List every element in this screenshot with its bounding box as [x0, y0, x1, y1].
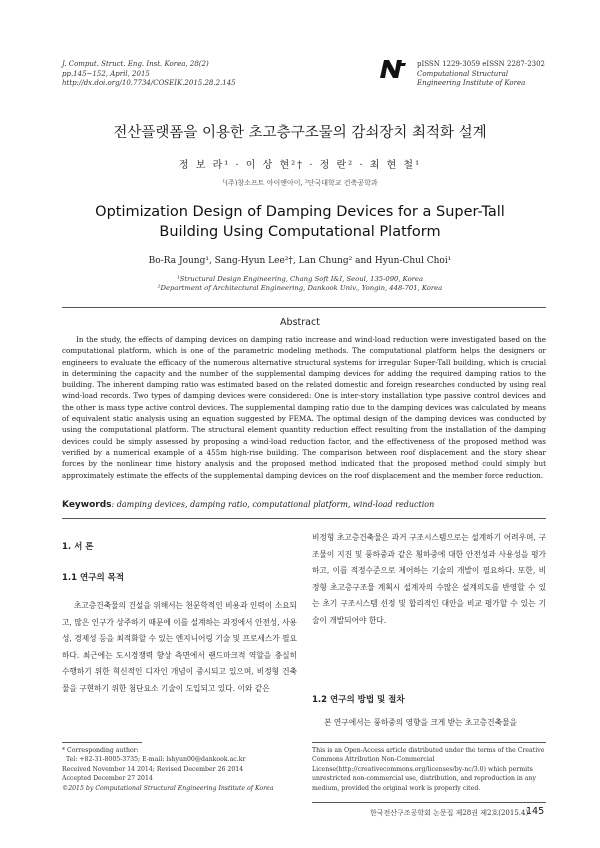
abstract-heading: Abstract: [280, 317, 320, 328]
footer-rule: [312, 802, 546, 803]
title-english-line2: Building Using Computational Platform: [159, 224, 441, 240]
issn: pISSN 1229-3059 eISSN 2287-2302: [417, 60, 546, 68]
doi-link[interactable]: http://dx.doi.org/10.7734/COSEIK.2015.28.2.145: [62, 79, 236, 87]
intro-paragraph: 초고층건축물의 건설을 위해서는 천문학적인 비용과 인력이 소요되고, 많은 인구가 상주하기 때문에 이를 설계하는 과정에서 안전성, 사용성, 경제성 등을 최적화할 수 있는 엔지니어링 기술 및 프로세스가 필요하다. 최근에는 도시경쟁력 향상 측면에서 랜드마크적 역할을 충실히 수행하기 위한 혁신적인 디자인 개념이 중시되고 있으며, 비정형 건축물을 구현하기 위한 첨단요소 기술이 도입되고 있다. 이와 같은: [62, 601, 297, 693]
issn-block: [417, 60, 545, 89]
authors-korean: 정 보 라¹ · 이 상 현²† · 정 란² · 최 현 철¹: [178, 160, 422, 171]
title-english: [0, 202, 600, 242]
subsection-heading-purpose: 1.1 연구의 목적: [62, 573, 125, 583]
abstract-bottom-rule: [62, 518, 546, 519]
title-korean: 전산플랫폼을 이용한 초고층구조물의 감쇠장치 최적화 설계: [113, 125, 487, 141]
abstract-text: In the study, the effects of damping devices on damping ratio increase and wind-load reduction were investigated based on the computational platform, which is one of the parametric modeling methods. The computational platform helps the designers or engineers to evaluate the efficacy of the numerous alternative structural systems for irregular Super-Tall building, which is crucial in determining the capacity and the number of the supplemental damping devices for adding the required damping ratios to the building. The inherent damping ratio was estimated based on the related domestic and foreign researches conducted by using real wind-load records. Two types of damping devices were considered: One is inter-story installation type passive control devices and the other is mass type active control devices. The supplemental damping ratio due to the damping devices was calculated by means of equivalent static analysis using an equation suggested by FEMA. The optimal design of the damping devices was conducted by using the computational platform. The structural element quantity reduction effect resulting from the installation of the damping devices could be simply assessed by proposing a wind-load reduction factor, and the effectiveness of the proposed method was verified by a numerical example of a 455m high-rise building. The comparison between roof displacement and the story shear forces by the nonlinear time history analysis and the proposed method indicated that the proposed method could simply but approximately estimate the effects of the supplemental damping devices on the roof displacement and the member force reduction.: [62, 335, 546, 480]
affiliation-2: ²Department of Architectural Engineering, Dankook Univ., Yongin, 448-701, Korea: [157, 284, 443, 292]
footnote-copyright: ©2015 by Computational Structural Engineering Institute of Korea: [62, 784, 274, 792]
title-english-line1: Optimization Design of Damping Devices for a Super-Tall: [95, 204, 505, 220]
journal-logo-icon: [380, 60, 406, 78]
footnote-rule-right: [312, 742, 546, 743]
affiliation-1: ¹Structural Design Engineering, Chang Soft I&I, Seoul, 135-090, Korea: [176, 275, 423, 283]
footnote-rule-left: [62, 742, 142, 743]
right-paragraph-1: 비정형 초고층건축물은 과거 구조시스템으로는 설계하기 어려우며, 구조물이 지진 및 풍하중과 같은 횡하중에 대한 안전성과 사용성을 평가하고, 이를 적정수준으로 제어하는 기술의 개발이 필요하다. 또한, 비정형 초고층구조물 계획시 설계자의 수많은 설계의도를 반영할 수 있는 초기 구조시스템 선정 및 합리적인 대안을 비교 평가할 수 있는 기술이 개발되어야 한다.: [312, 533, 546, 625]
journal-citation: [62, 60, 236, 89]
authors-english: Bo-Ra Joung¹, Sang-Hyun Lee²†, Lan Chung² and Hyun-Chul Choi¹: [148, 256, 452, 266]
affiliations-korean: ¹(주)창소프트 아이앤아이, ²단국대학교 건축공학과: [222, 179, 378, 187]
right-paragraph-2: 본 연구에서는 풍하중의 영향을 크게 받는 초고층건축물을: [324, 718, 517, 727]
footnote-line: * Corresponding author:: [62, 747, 139, 754]
footer-journal-issue: 한국전산구조공학회 논문집 제28권 제2호(2015.4): [370, 809, 529, 817]
affiliations-english: [0, 275, 600, 293]
section-heading-introduction: 1. 서 론: [62, 542, 94, 552]
open-access-notice: This is an Open-Access article distributed under the terms of the Creative Commons Attribution Non-Commercial License(http://creativecommons.org/licenses/by-nc/3.0) which permits unrestricted non-commercial use, distribution, and reproduction in any medium, provided the original work is properly cited.: [312, 747, 545, 792]
keywords-list: : damping devices, damping ratio, computational platform, wind-load reduction: [111, 500, 435, 509]
abstract-top-rule: [62, 307, 546, 308]
journal-pages: pp.145~152, April, 2015: [62, 69, 150, 78]
page-number: 145: [526, 806, 545, 817]
footnote-correspondence: [62, 746, 302, 793]
publisher-line2: Engineering Institute of Korea: [417, 79, 526, 87]
publisher-line1: Computational Structural: [417, 69, 509, 78]
keywords-label: Keywords: [62, 500, 112, 510]
journal-ref: J. Comput. Struct. Eng. Inst. Korea, 28(2): [62, 60, 209, 68]
keywords-line: [62, 500, 546, 510]
subsection-heading-method: 1.2 연구의 방법 및 절차: [312, 695, 405, 705]
footnote-accepted: Accepted December 27 2014: [62, 775, 153, 783]
footnote-received: Received November 14 2014; Revised December 26 2014: [62, 765, 244, 773]
footnote-contact: Tel: +82-31-8005-3735; E-mail: lshyun00@dankook.ac.kr: [66, 756, 246, 764]
